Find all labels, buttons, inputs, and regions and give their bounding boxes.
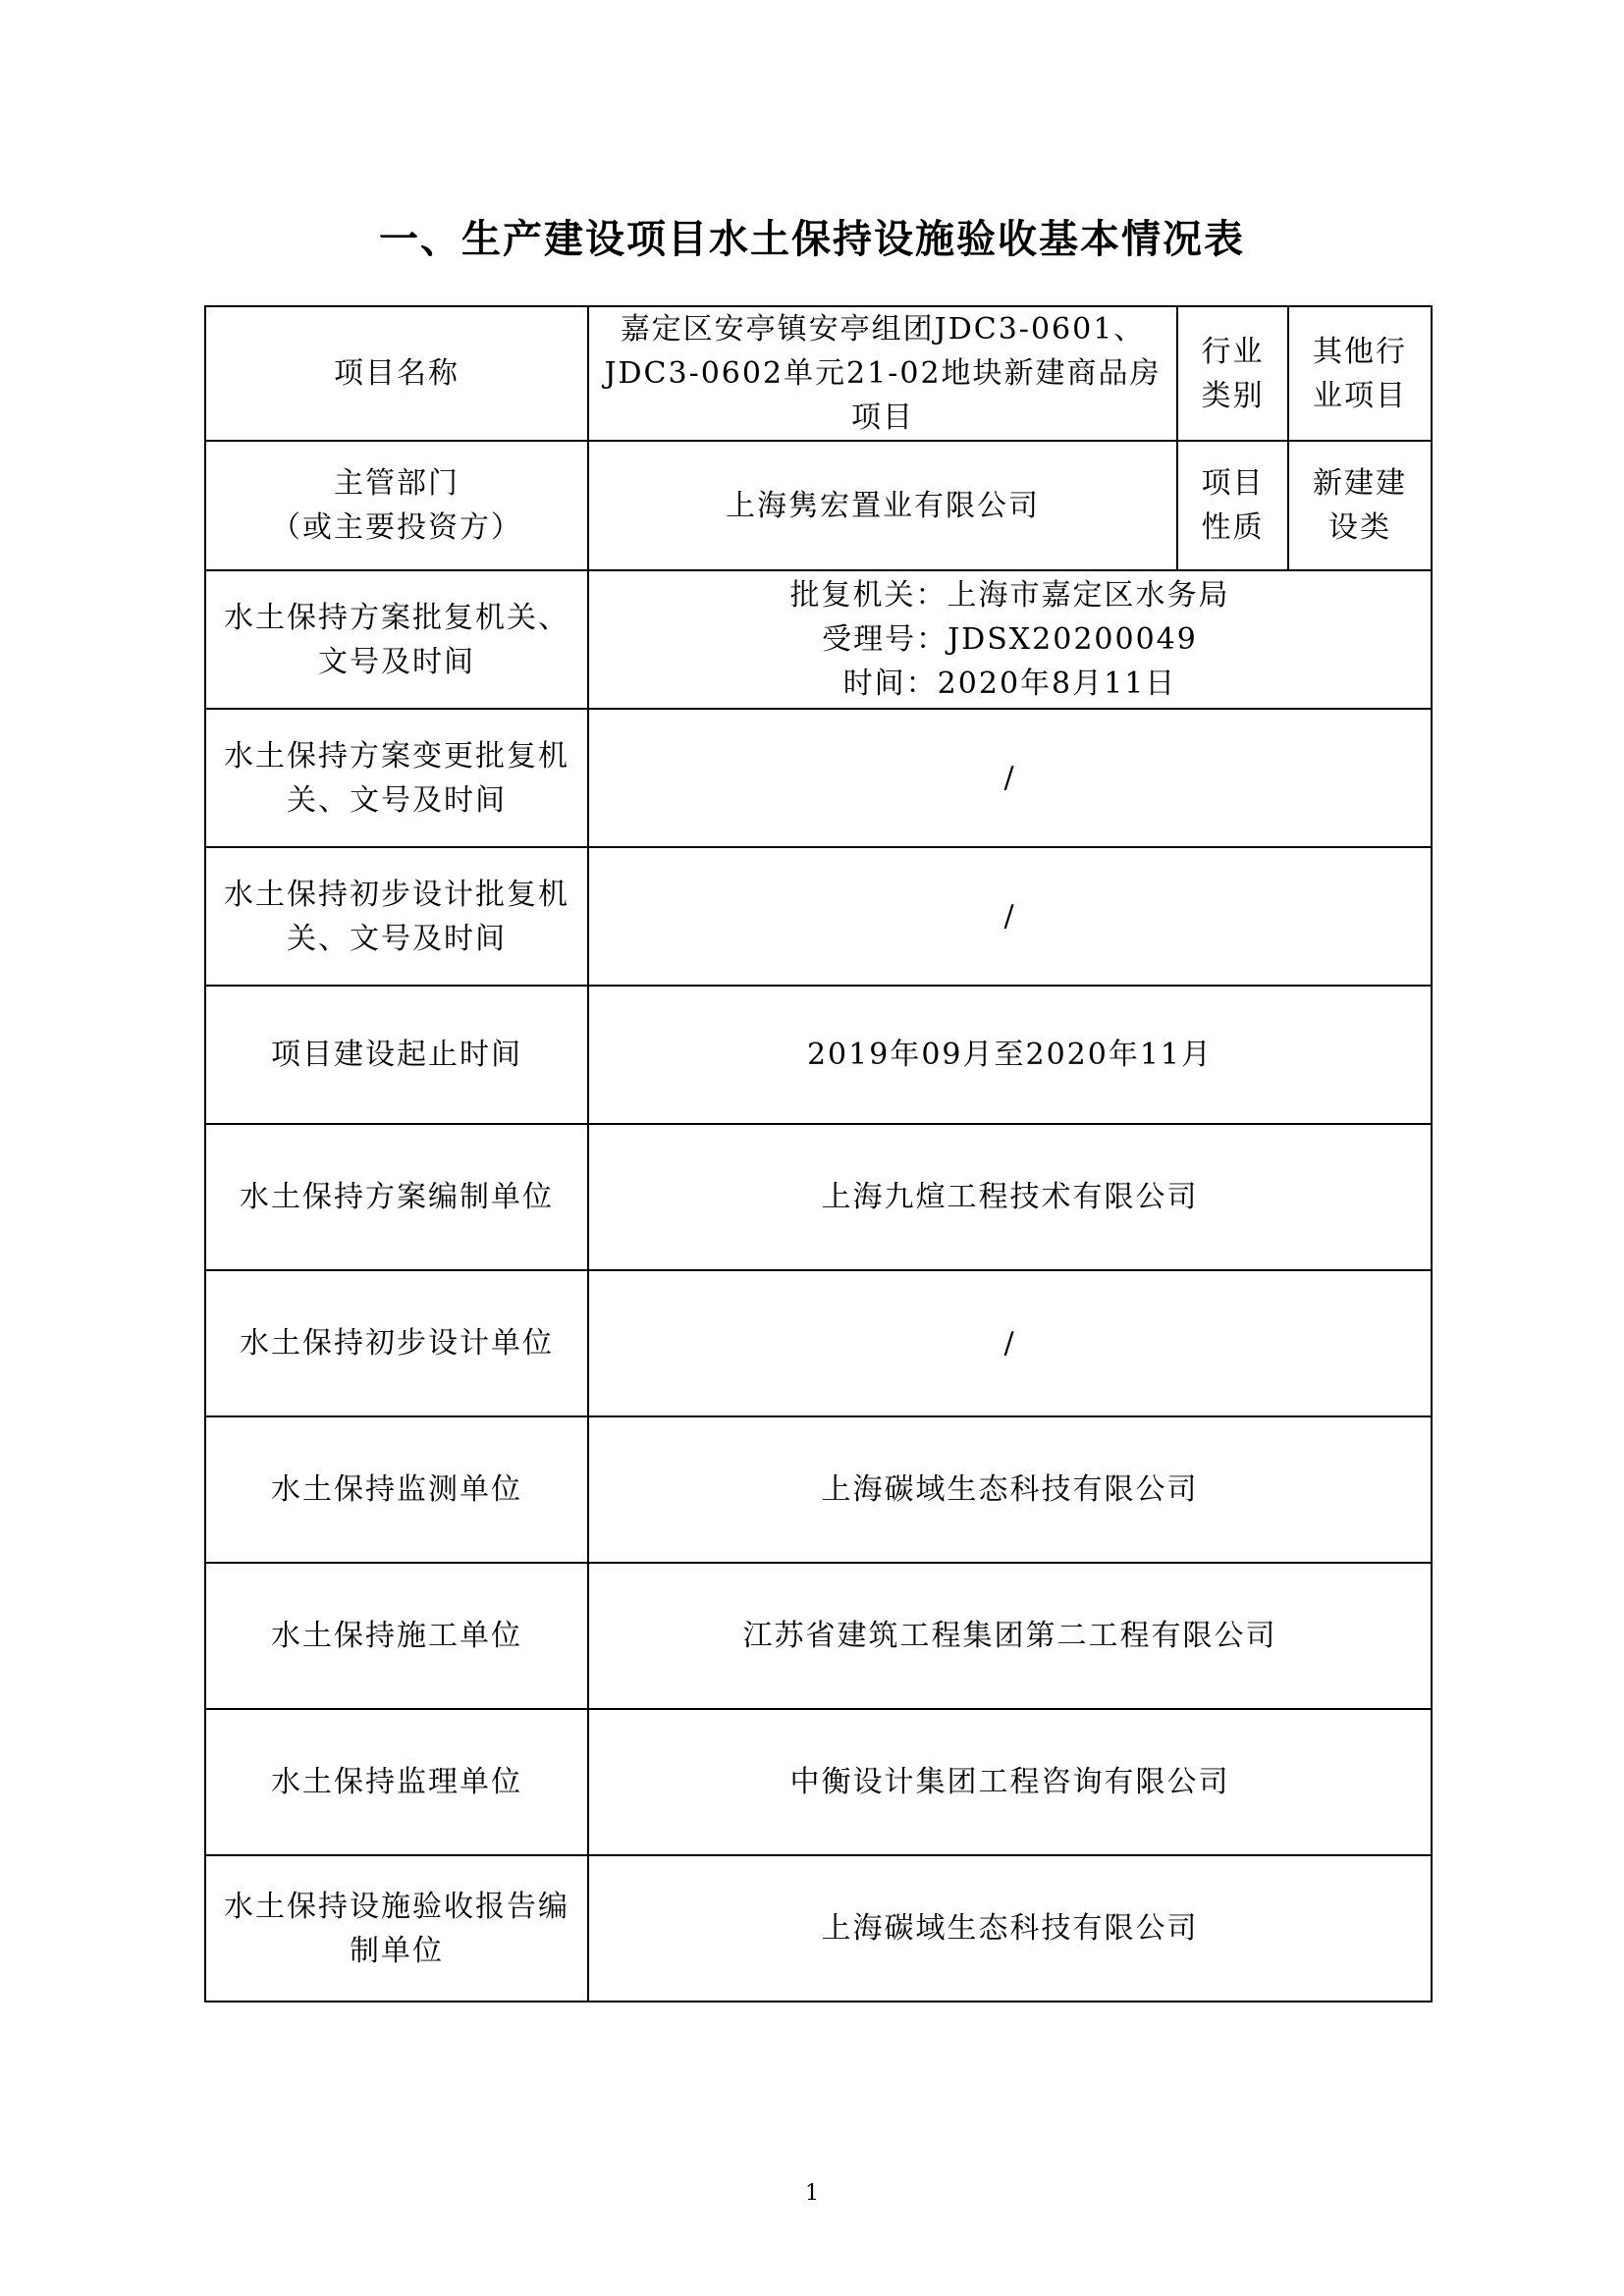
department-label xyxy=(205,441,588,570)
report-compiler-label: 水土保持设施验收报告编制单位 xyxy=(205,1855,588,2002)
construction-period-value: 2019年09月至2020年11月 xyxy=(588,986,1432,1124)
department-label-line1: 主管部门 xyxy=(334,466,460,501)
acceptance-info-table xyxy=(204,305,1433,2002)
preliminary-design-approval-label: 水土保持初步设计批复机关、文号及时间 xyxy=(205,847,588,986)
table-row-construction-unit xyxy=(205,1563,1432,1709)
table-row-plan-compiler xyxy=(205,1124,1432,1270)
plan-compiler-label: 水土保持方案编制单位 xyxy=(205,1124,588,1270)
approval-doc-no: 受理号：JDSX20200049 xyxy=(822,622,1198,657)
monitoring-unit-value: 上海碳域生态科技有限公司 xyxy=(588,1416,1432,1563)
page-number: 1 xyxy=(805,2181,819,2206)
design-unit-label: 水土保持初步设计单位 xyxy=(205,1270,588,1416)
table-row-supervision-unit xyxy=(205,1709,1432,1855)
page-title: 一、生产建设项目水土保持设施验收基本情况表 xyxy=(379,217,1245,262)
table-row-monitoring-unit xyxy=(205,1416,1432,1563)
construction-period-label: 项目建设起止时间 xyxy=(205,986,588,1124)
plan-compiler-value: 上海九煊工程技术有限公司 xyxy=(588,1124,1432,1270)
table-row-preliminary-design-approval xyxy=(205,847,1432,986)
supervision-unit-label: 水土保持监理单位 xyxy=(205,1709,588,1855)
report-compiler-value: 上海碳域生态科技有限公司 xyxy=(588,1855,1432,2002)
table-row-change-approval xyxy=(205,709,1432,847)
department-value: 上海隽宏置业有限公司 xyxy=(588,441,1177,570)
approval-value xyxy=(588,570,1432,709)
table-row-construction-period xyxy=(205,986,1432,1124)
change-approval-value: / xyxy=(588,709,1432,847)
department-label-line2: （或主要投资方） xyxy=(271,510,522,545)
project-nature-value: 新建建设类 xyxy=(1288,441,1432,570)
table-row-project-name xyxy=(205,306,1432,441)
construction-unit-label: 水土保持施工单位 xyxy=(205,1563,588,1709)
supervision-unit-value: 中衡设计集团工程咨询有限公司 xyxy=(588,1709,1432,1855)
change-approval-label: 水土保持方案变更批复机关、文号及时间 xyxy=(205,709,588,847)
industry-category-label: 行业类别 xyxy=(1177,306,1288,441)
project-nature-label: 项目性质 xyxy=(1177,441,1288,570)
construction-unit-value: 江苏省建筑工程集团第二工程有限公司 xyxy=(588,1563,1432,1709)
industry-category-value: 其他行业项目 xyxy=(1288,306,1432,441)
approval-authority: 批复机关：上海市嘉定区水务局 xyxy=(789,578,1230,613)
approval-date: 时间：2020年8月11日 xyxy=(842,667,1177,701)
design-unit-value: / xyxy=(588,1270,1432,1416)
preliminary-design-approval-value: / xyxy=(588,847,1432,986)
project-name-value: 嘉定区安亭镇安亭组团JDC3-0601、JDC3-0602单元21-02地块新建商品房项目 xyxy=(588,306,1177,441)
table-row-report-compiler xyxy=(205,1855,1432,2002)
table-row-approval xyxy=(205,570,1432,709)
project-name-label: 项目名称 xyxy=(205,306,588,441)
monitoring-unit-label: 水土保持监测单位 xyxy=(205,1416,588,1563)
table-row-department xyxy=(205,441,1432,570)
approval-label: 水土保持方案批复机关、文号及时间 xyxy=(205,570,588,709)
table-row-design-unit xyxy=(205,1270,1432,1416)
